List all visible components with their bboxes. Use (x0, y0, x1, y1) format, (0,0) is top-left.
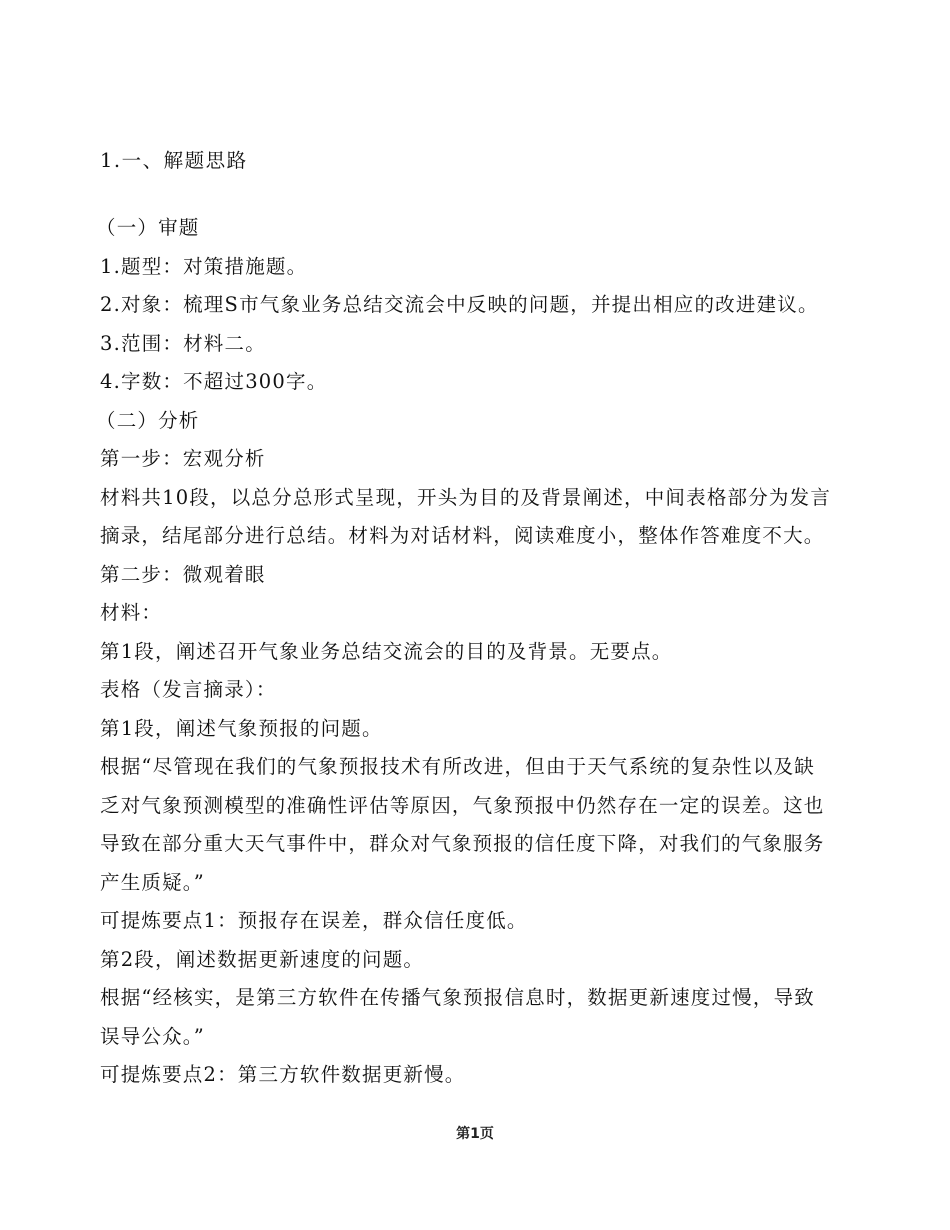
text-line: 导致在部分重大天气事件中，群众对气象预报的信任度下降，对我们的气象服务 (100, 832, 825, 855)
text-line: 材料： (100, 601, 163, 624)
subheading-review: （一）审题 (96, 216, 200, 239)
text-line: 乏对气象预测模型的准确性评估等原因，气象预报中仍然存在一定的误差。这也 (100, 793, 825, 817)
text-line: 根据“尽管现在我们的气象预报技术有所改进，但由于天气系统的复杂性以及缺 (100, 755, 815, 778)
text-line: 根据“经核实，是第三方软件在传播气象预报信息时，数据更新速度过慢，导致 (100, 986, 815, 1009)
text-line: 第一步：宏观分析 (100, 447, 266, 470)
text-line: 误导公众。” (100, 1024, 205, 1048)
text-line: 1.题型：对策措施题。 (100, 254, 308, 278)
text-line: 4.字数：不超过300字。 (100, 370, 328, 393)
text-line: 2.对象：梳理S市气象业务总结交流会中反映的问题，并提出相应的改进建议。 (100, 293, 819, 316)
text-line: 第2段，阐述数据更新速度的问题。 (100, 947, 425, 971)
body-text (96, 209, 870, 1095)
subheading-analysis: （二）分析 (96, 408, 200, 432)
text-line: 可提炼要点1：预报存在误差，群众信任度低。 (100, 909, 528, 932)
text-line: 摘录，结尾部分进行总结。材料为对话材料，阅读难度小，整体作答难度不大。 (100, 524, 825, 547)
page-number: 第1页 (456, 1126, 494, 1142)
text-line: 表格（发言摘录）： (100, 678, 277, 701)
text-line: 3.范围：材料二。 (100, 331, 266, 355)
text-line: 第二步：微观着眼 (100, 562, 266, 586)
section-heading: 1.一、解题思路 (100, 149, 248, 172)
text-line: 第1段，阐述召开气象业务总结交流会的目的及背景。无要点。 (100, 639, 673, 663)
text-line: 第1段，阐述气象预报的问题。 (100, 716, 383, 740)
text-line: 材料共10段，以总分总形式呈现，开头为目的及背景阐述，中间表格部分为发言 (100, 485, 832, 509)
text-line: 产生质疑。” (100, 870, 205, 894)
text-line: 可提炼要点2：第三方软件数据更新慢。 (100, 1063, 466, 1086)
